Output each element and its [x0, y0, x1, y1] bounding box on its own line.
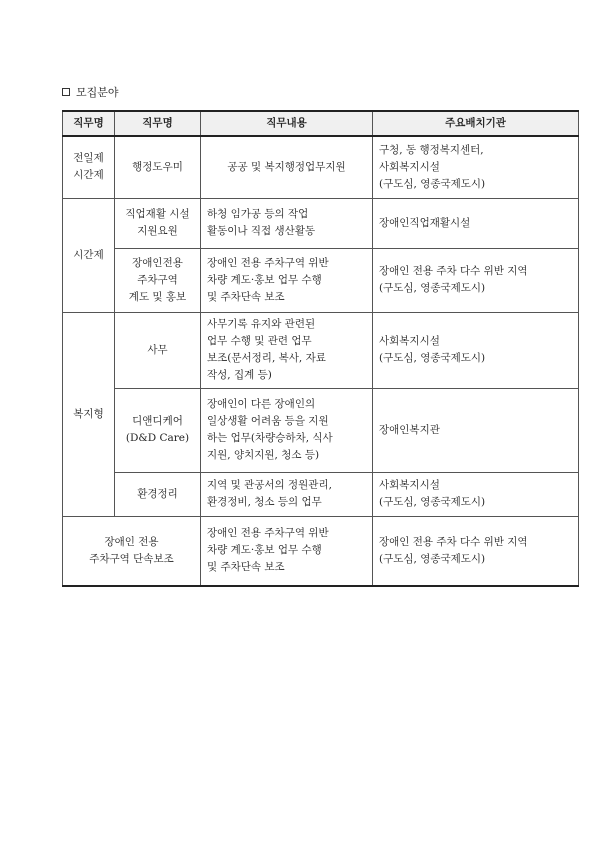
header-job: 직무명 [115, 111, 201, 136]
table-row [63, 516, 579, 586]
org-cell: 장애인복지관 [373, 388, 579, 472]
job-cell: 장애인전용 주차구역 계도 및 홍보 [115, 248, 201, 312]
header-duty: 직무내용 [201, 111, 373, 136]
table-header-row [63, 111, 579, 136]
section-heading [62, 84, 119, 100]
category-cell: 전일제 시간제 [63, 136, 115, 198]
org-cell: 사회복지시설 (구도심, 영종국제도시) [373, 472, 579, 516]
category-cell: 장애인 전용 주차구역 단속보조 [63, 516, 201, 586]
table-row [63, 312, 579, 388]
header-category: 직무명 [63, 111, 115, 136]
org-cell: 장애인직업재활시설 [373, 198, 579, 248]
header-org: 주요배치기관 [373, 111, 579, 136]
duty-cell: 장애인 전용 주차구역 위반 차량 계도·홍보 업무 수행 및 주차단속 보조 [201, 248, 373, 312]
duty-cell: 하청 임가공 등의 작업 활동이나 직접 생산활동 [201, 198, 373, 248]
job-cell: 환경정리 [115, 472, 201, 516]
table-row [63, 248, 579, 312]
duty-cell: 지역 및 관공서의 정원관리, 환경정비, 청소 등의 업무 [201, 472, 373, 516]
job-cell: 행정도우미 [115, 136, 201, 198]
table-row [63, 136, 579, 198]
duty-cell: 공공 및 복지행정업무지원 [201, 136, 373, 198]
recruitment-table [62, 110, 579, 587]
duty-cell: 사무기록 유지와 관련된 업무 수행 및 관련 업무 보조(문서정리, 복사, 자료 작성, 집계 등) [201, 312, 373, 388]
org-cell: 사회복지시설 (구도심, 영종국제도시) [373, 312, 579, 388]
duty-cell: 장애인 전용 주차구역 위반 차량 계도·홍보 업무 수행 및 주차단속 보조 [201, 516, 373, 586]
checkbox-icon [62, 88, 70, 96]
category-cell: 복지형 [63, 312, 115, 516]
job-cell: 디앤디케어 (D&D Care) [115, 388, 201, 472]
category-cell: 시간제 [63, 198, 115, 312]
section-heading-text: 모집분야 [76, 86, 119, 99]
org-cell: 장애인 전용 주차 다수 위반 지역 (구도심, 영종국제도시) [373, 516, 579, 586]
org-cell: 장애인 전용 주차 다수 위반 지역 (구도심, 영종국제도시) [373, 248, 579, 312]
table-row [63, 388, 579, 472]
job-cell: 직업재활 시설 지원요원 [115, 198, 201, 248]
job-cell: 사무 [115, 312, 201, 388]
org-cell: 구청, 동 행정복지센터, 사회복지시설 (구도심, 영종국제도시) [373, 136, 579, 198]
table-row [63, 472, 579, 516]
table-row [63, 198, 579, 248]
duty-cell: 장애인이 다른 장애인의 일상생활 어려움 등을 지원 하는 업무(차량승하차, 식사 지원, 양치지원, 청소 등) [201, 388, 373, 472]
